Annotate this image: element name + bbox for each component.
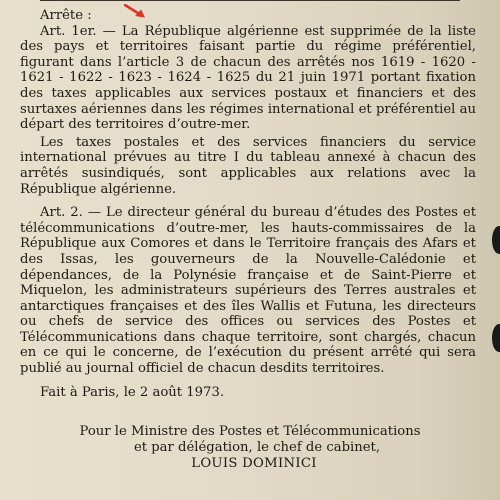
signature-line-2: et par délégation, le chef de cabinet, [133,440,381,455]
signatory-name: LOUIS DOMINICI [191,456,317,471]
article-1-paragraph-1: Art. 1er. — La République algérienne est supprimée de la liste des pays et territoires faisant partie du régime préférentiel, figurant dans l’article 3 de chacun des arrêtés nos 1619 - 1620 - 1621 - 1622 - 1623 - 1624 - 1625 du 21 juin 1971 portant fixation des taxes applicables aux services postaux et financiers et des surtaxes aériennes dans les régimes international et préférentiel au départ des territoires d’outre-mer. [20,23,476,133]
date-line: Fait à Paris, le 2 août 1973. [40,384,225,400]
preamble: Arrête : [40,8,92,23]
binder-hole-icon [492,226,500,254]
document-body [20,8,476,400]
article-1-paragraph-2: Les taxes postales et des services financiers du service international prévues au titre I du tableau annexé à chacun des arrêtés susindiqués, sont applicables aux relations avec la République algérienne. [20,134,476,197]
header-rule [40,0,460,1]
binder-hole-icon [492,324,500,352]
article-2-paragraph: Art. 2. — Le directeur général du bureau d’études des Postes et télécommunications d’outre-mer, les hauts-commissaires de la République aux Comores et dans le Territoire français des Afars et des Issas, les gouverneurs de la Nouvelle-Calédonie et dépendances, de la Polynésie française et de Saint-Pierre et Miquelon, les administrateurs supérieurs des Terres australes et antarctiques françaises et des îles Wallis et Futuna, les directeurs ou chefs de service des offices ou services des Postes et Télécommunications dans chaque territoire, sont chargés, chacun en ce qui le concerne, de l’exécution du présent arrêté qui sera publié au journal officiel de chacun desdits territoires. [20,205,476,377]
signature-line-1: Pour le Ministre des Postes et Télécommunications [79,424,421,439]
